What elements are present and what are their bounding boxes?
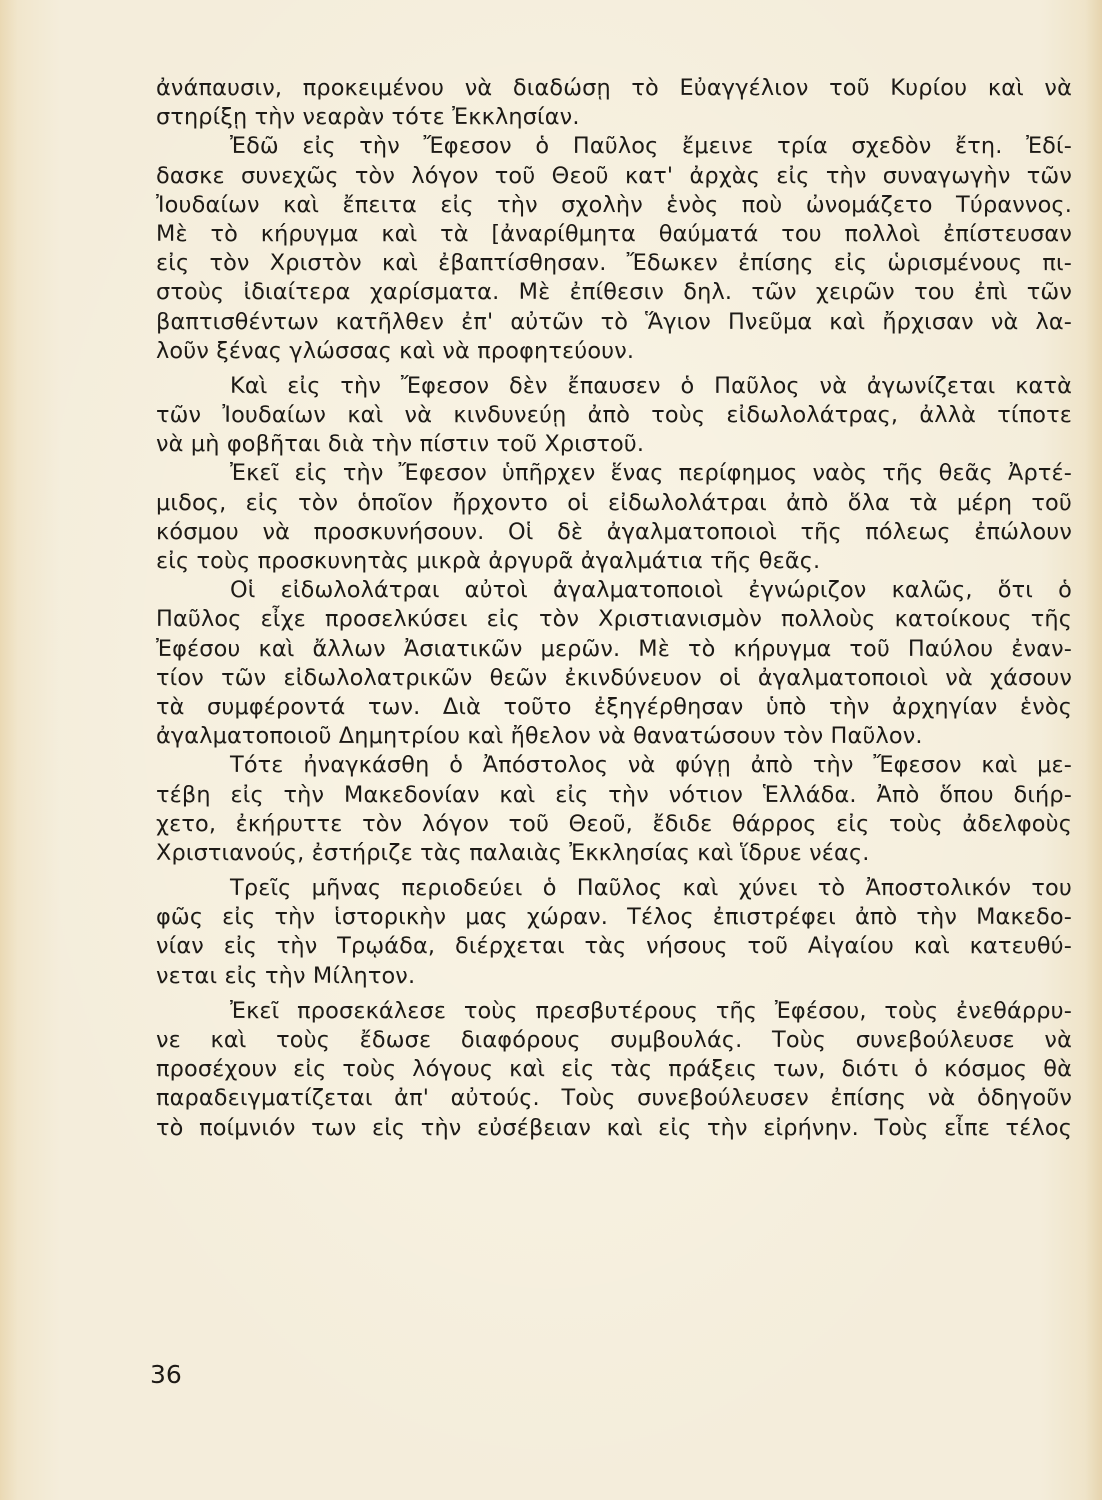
text-line: προσέχουν εἰς τοὺς λόγους καὶ εἰς τὰς πράξεις των, διότι ὁ κόσμος θὰ [156,1056,1072,1083]
text-line: Τότε ἠναγκάσθη ὁ Ἀπόστολος νὰ φύγῃ ἀπὸ τὴν Ἔφεσον καὶ με- [230,752,1072,779]
text-line: τῶν Ἰουδαίων καὶ νὰ κινδυνεύῃ ἀπὸ τοὺς εἰδωλολάτρας, ἀλλὰ τίποτε [156,402,1072,429]
text-line: βαπτισθέντων κατῆλθεν ἐπ' αὐτῶν τὸ Ἅγιον Πνεῦμα καὶ ἤρχισαν νὰ λα- [156,308,1072,335]
paragraph [156,751,1072,868]
text-line: τὸ ποίμνιόν των εἰς τὴν εὐσέβειαν καὶ εἰς τὴν εἰρήνην. Τοὺς εἶπε τέλος [156,1114,1072,1141]
paragraph [156,372,1072,460]
text-line: Καὶ εἰς τὴν Ἔφεσον δὲν ἔπαυσεν ὁ Παῦλος νὰ ἀγωνίζεται κατὰ [230,372,1072,399]
text-line: Οἱ εἰδωλολάτραι αὐτοὶ ἀγαλματοποιοὶ ἐγνώριζον καλῶς, ὅτι ὁ [230,577,1072,604]
text-line: νίαν εἰς τὴν Τρῳάδα, διέρχεται τὰς νήσους τοῦ Αἰγαίου καὶ κατευθύ- [156,933,1072,960]
text-line: Ἐκεῖ εἰς τὴν Ἔφεσον ὑπῆρχεν ἕνας περίφημος ναὸς τῆς θεᾶς Ἀρτέ- [230,460,1072,487]
text-line: δασκε συνεχῶς τὸν λόγον τοῦ Θεοῦ κατ' ἀρχὰς εἰς τὴν συναγωγὴν τῶν [156,162,1072,189]
paragraph [156,997,1072,1143]
text-line: τίον τῶν εἰδωλολατρικῶν θεῶν ἐκινδύνευον οἱ ἀγαλματοποιοὶ νὰ χάσουν [156,664,1072,691]
text-line: εἰς τὸν Χριστὸν καὶ ἐβαπτίσθησαν. Ἔδωκεν ἐπίσης εἰς ὡρισμένους πι- [156,250,1072,277]
text-line: νὰ μὴ φοβῆται διὰ τὴν πίστιν τοῦ Χριστοῦ. [156,431,645,458]
text-line: χετο, ἐκήρυττε τὸν λόγον τοῦ Θεοῦ, ἔδιδε θάρρος εἰς τοὺς ἀδελφοὺς [156,810,1072,837]
text-line: παραδειγματίζεται ἀπ' αὐτούς. Τοὺς συνεβούλευσεν ἐπίσης νὰ ὁδηγοῦν [156,1085,1072,1112]
text-line: νεται εἰς τὴν Μίλητον. [156,962,416,989]
text-line: ἀγαλματοποιοῦ Δημητρίου καὶ ἤθελον νὰ θανατώσουν τὸν Παῦλον. [156,723,923,750]
text-line: στηρίξῃ τὴν νεαρὰν τότε Ἐκκλησίαν. [156,104,580,131]
text-line: ἀνάπαυσιν, προκειμένου νὰ διαδώσῃ τὸ Εὐαγγέλιον τοῦ Κυρίου καὶ νὰ [156,75,1072,101]
page-number: 36 [150,1360,182,1389]
text-line: φῶς εἰς τὴν ἱστορικὴν μας χώραν. Τέλος ἐπιστρέφει ἀπὸ τὴν Μακεδο- [156,904,1072,931]
text-line: Παῦλος εἶχε προσελκύσει εἰς τὸν Χριστιανισμὸν πολλοὺς κατοίκους τῆς [156,606,1072,633]
text-line: Μὲ τὸ κήρυγμα καὶ τὰ [ἀναρίθμητα θαύματά του πολλοὶ ἐπίστευσαν [156,220,1072,247]
text-line: λοῦν ξένας γλώσσας καὶ νὰ προφητεύουν. [156,337,635,364]
text-line: τὰ συμφέροντά των. Διὰ τοῦτο ἐξηγέρθησαν ὑπὸ τὴν ἀρχηγίαν ἑνὸς [156,693,1072,720]
text-line: Ἐκεῖ προσεκάλεσε τοὺς πρεσβυτέρους τῆς Ἐφέσου, τοὺς ἐνεθάρρυ- [230,997,1072,1024]
paragraph [156,132,1072,366]
text-line: Χριστιανούς, ἐστήριζε τὰς παλαιὰς Ἐκκλησίας καὶ ἵδρυε νέας. [156,839,870,866]
text-line: μιδος, εἰς τὸν ὁποῖον ἤρχοντο οἱ εἰδωλολάτραι ἀπὸ ὅλα τὰ μέρη τοῦ [156,489,1072,516]
text-line: Ἰουδαίων καὶ ἔπειτα εἰς τὴν σχολὴν ἑνὸς ποὺ ὠνομάζετο Τύραννος. [156,191,1072,218]
paragraph [156,74,1072,132]
body-text [156,74,1072,1143]
text-line: τέβη εἰς τὴν Μακεδονίαν καὶ εἰς τὴν νότιον Ἑλλάδα. Ἀπὸ ὅπου διήρ- [156,781,1072,808]
text-line: στοὺς ἰδιαίτερα χαρίσματα. Μὲ ἐπίθεσιν δηλ. τῶν χειρῶν του ἐπὶ τῶν [156,279,1072,306]
text-line: νε καὶ τοὺς ἔδωσε διαφόρους συμβουλάς. Τοὺς συνεβούλευσε νὰ [156,1027,1072,1053]
paragraph [156,576,1072,751]
text-line: Τρεῖς μῆνας περιοδεύει ὁ Παῦλος καὶ χύνει τὸ Ἀποστολικόν του [230,875,1072,902]
text-line: Ἐφέσου καὶ ἄλλων Ἀσιατικῶν μερῶν. Μὲ τὸ κήρυγμα τοῦ Παύλου ἐναν- [156,635,1072,662]
paragraph [156,874,1072,991]
text-line: εἰς τοὺς προσκυνητὰς μικρὰ ἀργυρᾶ ἀγαλμάτια τῆς θεᾶς. [156,548,821,574]
text-line: κόσμου νὰ προσκυνήσουν. Οἱ δὲ ἀγαλματοποιοὶ τῆς πόλεως ἐπώλουν [156,518,1072,545]
paragraph [156,459,1072,576]
text-line: Ἐδῶ εἰς τὴν Ἔφεσον ὁ Παῦλος ἔμεινε τρία σχεδὸν ἔτη. Ἐδί- [230,133,1072,160]
